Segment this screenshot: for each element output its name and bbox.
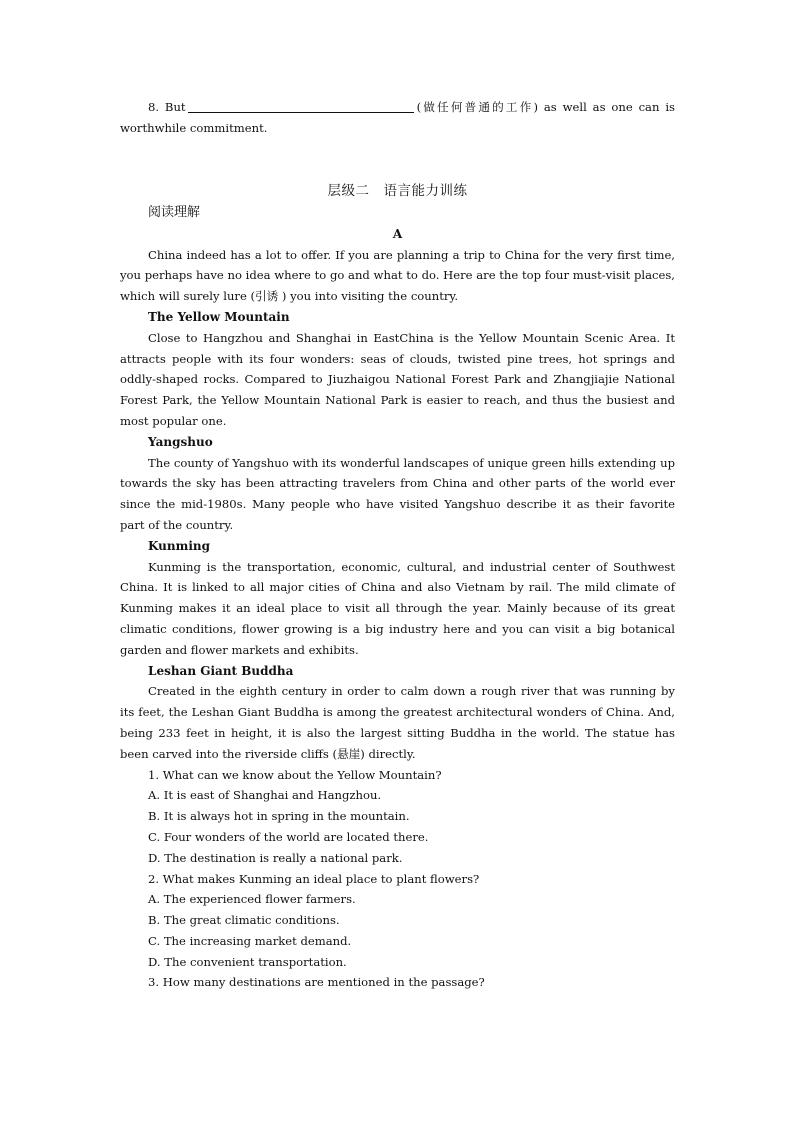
passage-sections xyxy=(120,307,675,765)
document-page xyxy=(120,97,675,993)
section-body: Created in the eighth century in order to calm down a rough river that was running by its feet, the Leshan Giant Buddha is among the greatest architectural wonders of China. And, being 233 feet in height, it is also the largest sitting Buddha in the world. The statue has been carved into the riverside cliffs (悬崖) directly. xyxy=(120,684,675,761)
section-body: Close to Hangzhou and Shanghai in EastChina is the Yellow Mountain Scenic Area. It attracts people with its four wonders: seas of clouds, twisted pine trees, hot springs and oddly-shaped rocks. Compared to Jiuzhaigou National Forest Park and Zhangjiajie National Forest Park, the Yellow Mountain National Park is easier to reach, and thus the busiest and most popular one. xyxy=(120,330,675,428)
section-body: Kunming is the transportation, economic, cultural, and industrial center of Southwest China. It is linked to all major cities of China and also Vietnam by rail. The mild climate of Kunming makes it an ideal place to visit all through the year. Mainly because of its great climatic conditions, flower growing is a big industry here and you can visit a big botanical garden and flower markets and exhibits. xyxy=(120,559,675,657)
question-stem: 2. What makes Kunming an ideal place to plant flowers? xyxy=(148,871,480,886)
section-label: 阅读理解 xyxy=(148,204,201,220)
section-heading: Kunming xyxy=(148,538,210,553)
passage-intro: China indeed has a lot to offer. If you are planning a trip to China for the very first time, you perhaps have no idea where to go and what to do. Here are the top four must-visit places, which will surely lure (引诱 ) you into visiting the country. xyxy=(120,247,675,304)
question-option[interactable]: B. The great climatic conditions. xyxy=(148,913,340,928)
question-stem: 1. What can we know about the Yellow Mountain? xyxy=(148,767,442,782)
question-option[interactable]: D. The convenient transportation. xyxy=(148,954,347,969)
prev-question-8 xyxy=(120,97,675,139)
prev-question-line2: is worthwhile commitment. xyxy=(120,100,675,135)
passage-letter: A xyxy=(392,226,403,241)
question-option[interactable]: B. It is always hot in spring in the mountain. xyxy=(148,809,410,824)
section-heading: Yangshuo xyxy=(148,434,213,449)
section-heading: The Yellow Mountain xyxy=(148,309,290,324)
level-title: 层级二 语言能力训练 xyxy=(327,182,468,199)
prev-question-prefix: 8. But xyxy=(148,100,186,114)
question-option[interactable]: A. The experienced flower farmers. xyxy=(148,892,356,907)
answer-blank[interactable] xyxy=(188,99,414,113)
question-option[interactable]: A. It is east of Shanghai and Hangzhou. xyxy=(148,788,382,803)
section-heading: Leshan Giant Buddha xyxy=(148,663,294,678)
question-option[interactable]: D. The destination is really a national park. xyxy=(148,850,403,865)
prev-question-hint: (做任何普通的工作) xyxy=(416,100,538,114)
question-option[interactable]: C. The increasing market demand. xyxy=(148,933,352,948)
questions xyxy=(120,765,675,994)
question-option[interactable]: C. Four wonders of the world are located there. xyxy=(148,829,429,844)
prev-question-rest: as well as one can xyxy=(543,100,660,114)
section-body: The county of Yangshuo with its wonderful landscapes of unique green hills extending up towards the sky has been attracting travelers from China and other parts of the world ever since the mid-1980s. Many people who have visited Yangshuo describe it as their favorite part of the country. xyxy=(120,455,675,532)
question-stem: 3. How many destinations are mentioned in the passage? xyxy=(148,975,485,990)
